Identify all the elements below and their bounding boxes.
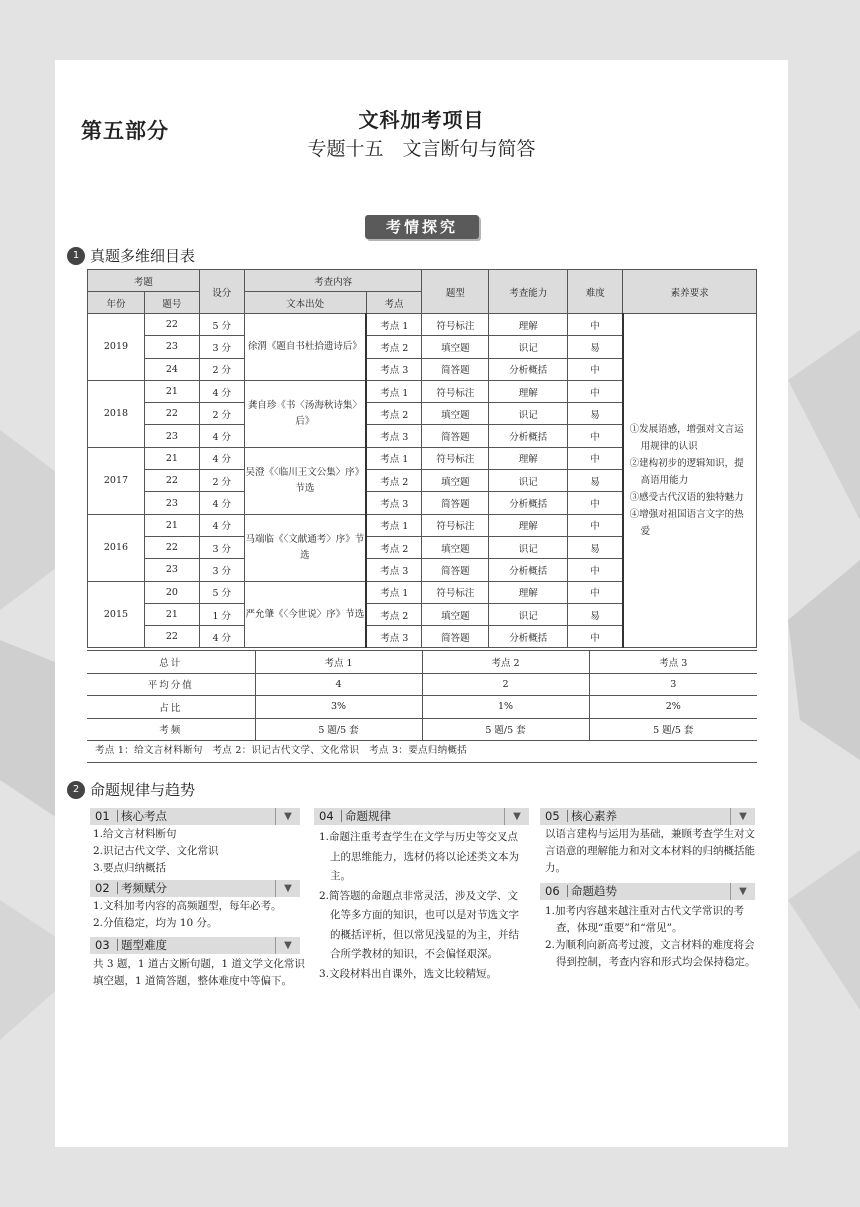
- qnum-cell: 22: [144, 536, 199, 558]
- difficulty-cell: 中: [568, 514, 623, 536]
- qnum-cell: 23: [144, 559, 199, 581]
- difficulty-cell: 易: [568, 336, 623, 358]
- card-number: 03: [95, 938, 110, 952]
- footnote: 考点 1：给文言材料断句 考点 2：识记古代文学、文化常识 考点 3：要点归纳概括: [95, 745, 467, 756]
- card-title: 命题规律: [345, 809, 391, 823]
- difficulty-cell: 中: [568, 581, 623, 603]
- card-03-header: [90, 937, 300, 954]
- summary-value: 考点 2: [422, 651, 589, 674]
- literacy-item: ①发展语感，增强对文言运用规律的认识: [629, 424, 744, 453]
- divider: [117, 939, 118, 951]
- year-cell: 2018: [88, 380, 145, 447]
- type-cell: 符号标注: [422, 447, 489, 469]
- divider: [567, 885, 568, 897]
- ability-cell: 理解: [489, 380, 568, 402]
- card-02-body: [93, 898, 305, 932]
- point-cell: 考点 1: [366, 514, 422, 536]
- summary-row: [87, 696, 757, 719]
- divider: [87, 762, 757, 763]
- literacy-cell: [623, 314, 757, 648]
- list-item: 3.文段材料出自课外，选文比较精短。: [319, 967, 498, 980]
- qnum-cell: 22: [144, 314, 199, 336]
- qnum-cell: 24: [144, 358, 199, 380]
- card-title: 命题趋势: [571, 884, 617, 898]
- ability-cell: 分析概括: [489, 626, 568, 648]
- point-cell: 考点 2: [366, 536, 422, 558]
- card-number: 05: [545, 809, 560, 823]
- score-cell: 3 分: [199, 536, 244, 558]
- summary-value: 5 题/5 套: [422, 718, 589, 741]
- header-point: 考点: [366, 292, 422, 314]
- ability-cell: 理解: [489, 314, 568, 336]
- header-qnum: 题号: [144, 292, 199, 314]
- part-label: 第五部分: [81, 119, 169, 143]
- source-cell: 马端临《〈文献通考〉序》节选: [244, 514, 366, 581]
- header-source: 文本出处: [244, 292, 366, 314]
- summary-value: 5 题/5 套: [255, 718, 422, 741]
- literacy-item: ②建构初步的逻辑知识，提高语用能力: [629, 458, 744, 487]
- card-number: 06: [545, 884, 560, 898]
- literacy-item: ③感受古代汉语的独特魅力: [629, 492, 744, 504]
- list-item: 2.分值稳定，均为 10 分。: [93, 917, 218, 929]
- chevron-down-icon: ▼: [730, 808, 755, 825]
- card-01-body: [93, 826, 303, 877]
- card-05-header: [540, 808, 755, 825]
- score-cell: 3 分: [199, 559, 244, 581]
- score-cell: 3 分: [199, 336, 244, 358]
- section-title: 命题规律与趋势: [90, 781, 196, 799]
- header-type: 题型: [422, 270, 489, 314]
- summary-label: 占比: [87, 696, 255, 719]
- type-cell: 填空题: [422, 603, 489, 625]
- summary-label: 平均分值: [87, 673, 255, 696]
- point-cell: 考点 3: [366, 492, 422, 514]
- summary-body: [87, 651, 757, 741]
- score-cell: 2 分: [199, 470, 244, 492]
- source-cell: 徐渭《题自书杜拾遗诗后》: [244, 314, 366, 381]
- year-cell: 2015: [88, 581, 145, 648]
- card-02-header: [90, 880, 300, 897]
- document-page: [55, 60, 788, 1147]
- score-cell: 5 分: [199, 581, 244, 603]
- card-06-header: [540, 883, 755, 900]
- score-cell: 2 分: [199, 358, 244, 380]
- list-item: 2.识记古代文学、文化常识: [93, 845, 219, 857]
- literacy-item: ④增强对祖国语言文字的热爱: [629, 509, 744, 538]
- difficulty-cell: 易: [568, 470, 623, 492]
- point-cell: 考点 2: [366, 603, 422, 625]
- difficulty-cell: 中: [568, 425, 623, 447]
- summary-label: 考频: [87, 718, 255, 741]
- ability-cell: 识记: [489, 336, 568, 358]
- header-ability: 考查能力: [489, 270, 568, 314]
- card-title: 核心素养: [571, 809, 617, 823]
- qnum-cell: 21: [144, 514, 199, 536]
- card-04-body: [319, 828, 527, 984]
- page-subtitle: 专题十五 文言断句与简答: [307, 138, 536, 160]
- score-cell: 2 分: [199, 403, 244, 425]
- qnum-cell: 21: [144, 447, 199, 469]
- type-cell: 符号标注: [422, 380, 489, 402]
- card-04-header: [314, 808, 529, 825]
- card-title: 题型难度: [121, 938, 167, 952]
- ability-cell: 识记: [489, 470, 568, 492]
- point-cell: 考点 3: [366, 626, 422, 648]
- point-cell: 考点 1: [366, 447, 422, 469]
- qnum-cell: 23: [144, 492, 199, 514]
- score-cell: 5 分: [199, 314, 244, 336]
- type-cell: 简答题: [422, 425, 489, 447]
- difficulty-cell: 易: [568, 536, 623, 558]
- section-badge: 考情探究: [365, 215, 479, 239]
- point-cell: 考点 2: [366, 403, 422, 425]
- point-cell: 考点 3: [366, 425, 422, 447]
- list-item: 1.加考内容越来越注重对古代文学常识的考查，体现“重要”和“常见”。: [545, 905, 745, 934]
- type-cell: 填空题: [422, 336, 489, 358]
- score-cell: 4 分: [199, 425, 244, 447]
- summary-value: 4: [255, 673, 422, 696]
- list-item: 1.文科加考内容的高频题型，每年必考。: [93, 900, 282, 912]
- ability-cell: 分析概括: [489, 559, 568, 581]
- card-number: 04: [319, 809, 334, 823]
- type-cell: 简答题: [422, 492, 489, 514]
- card-number: 02: [95, 881, 110, 895]
- header-literacy: 素养要求: [623, 270, 757, 314]
- ability-cell: 分析概括: [489, 492, 568, 514]
- divider: [117, 810, 118, 822]
- card-06-body: [545, 903, 757, 971]
- point-cell: 考点 2: [366, 470, 422, 492]
- ability-cell: 理解: [489, 447, 568, 469]
- divider: [567, 810, 568, 822]
- point-cell: 考点 1: [366, 581, 422, 603]
- ability-cell: 理解: [489, 514, 568, 536]
- qnum-cell: 23: [144, 425, 199, 447]
- summary-row: [87, 718, 757, 741]
- point-cell: 考点 1: [366, 314, 422, 336]
- difficulty-cell: 易: [568, 403, 623, 425]
- type-cell: 简答题: [422, 626, 489, 648]
- table-row: [88, 314, 757, 336]
- type-cell: 填空题: [422, 403, 489, 425]
- list-item: 2.简答题的命题点非常灵活，涉及文学、文化等多方面的知识，也可以是对节选文字的概括评析，但以常见浅显的为主，并结合所学教材的知识，不会偏怪艰深。: [319, 889, 519, 960]
- exam-detail-table: [87, 269, 757, 648]
- card-05-body: 以语言建构与运用为基础，兼顾考查学生对文言语意的理解能力和对文本材料的归纳概括能力。: [545, 828, 755, 874]
- difficulty-cell: 中: [568, 447, 623, 469]
- card-title: 核心考点: [121, 809, 167, 823]
- point-cell: 考点 2: [366, 336, 422, 358]
- summary-row: [87, 651, 757, 674]
- summary-value: 2: [422, 673, 589, 696]
- section-heading-1: [67, 246, 195, 266]
- chevron-down-icon: ▼: [730, 883, 755, 900]
- list-item: 3.要点归纳概括: [93, 862, 167, 874]
- qnum-cell: 20: [144, 581, 199, 603]
- ability-cell: 理解: [489, 581, 568, 603]
- source-cell: 严允肇《〈今世说〉序》节选: [244, 581, 366, 648]
- score-cell: 4 分: [199, 380, 244, 402]
- source-cell: 龚自珍《书〈汤海秋诗集〉后》: [244, 380, 366, 447]
- section-title: 真题多维细目表: [90, 247, 196, 265]
- year-cell: 2016: [88, 514, 145, 581]
- type-cell: 符号标注: [422, 581, 489, 603]
- score-cell: 4 分: [199, 447, 244, 469]
- chevron-down-icon: ▼: [275, 880, 300, 897]
- chevron-down-icon: ▼: [275, 937, 300, 954]
- chevron-down-icon: ▼: [275, 808, 300, 825]
- point-cell: 考点 3: [366, 358, 422, 380]
- summary-value: 3: [589, 673, 757, 696]
- header-score: 设分: [199, 270, 244, 314]
- source-cell: 吴澄《〈临川王文公集〉序》节选: [244, 447, 366, 514]
- point-cell: 考点 1: [366, 380, 422, 402]
- summary-label: 总计: [87, 651, 255, 674]
- card-01-header: [90, 808, 300, 825]
- difficulty-cell: 中: [568, 492, 623, 514]
- difficulty-cell: 中: [568, 559, 623, 581]
- score-cell: 4 分: [199, 514, 244, 536]
- header-difficulty: 难度: [568, 270, 623, 314]
- score-cell: 1 分: [199, 603, 244, 625]
- summary-value: 考点 1: [255, 651, 422, 674]
- list-item: 1.命题注重考查学生在文学与历史等交叉点上的思维能力，选材仍将以论述类文本为主。: [319, 831, 519, 882]
- qnum-cell: 21: [144, 603, 199, 625]
- card-title: 考频赋分: [121, 881, 167, 895]
- score-cell: 4 分: [199, 626, 244, 648]
- year-cell: 2019: [88, 314, 145, 381]
- type-cell: 填空题: [422, 536, 489, 558]
- score-cell: 4 分: [199, 492, 244, 514]
- ability-cell: 识记: [489, 603, 568, 625]
- header-content: 考查内容: [244, 270, 422, 292]
- card-03-body: 共 3 题，1 道古文断句题，1 道文学文化常识填空题，1 道简答题，整体难度中等偏下。: [93, 958, 305, 987]
- type-cell: 简答题: [422, 358, 489, 380]
- type-cell: 填空题: [422, 470, 489, 492]
- summary-value: 3%: [255, 696, 422, 719]
- type-cell: 符号标注: [422, 514, 489, 536]
- qnum-cell: 22: [144, 626, 199, 648]
- page-title: 文科加考项目: [358, 108, 485, 132]
- header-year: 年份: [88, 292, 145, 314]
- qnum-cell: 22: [144, 470, 199, 492]
- summary-row: [87, 673, 757, 696]
- section-number-icon: 2: [67, 781, 85, 799]
- divider: [341, 810, 342, 822]
- summary-value: 1%: [422, 696, 589, 719]
- difficulty-cell: 中: [568, 626, 623, 648]
- table-body: [88, 314, 757, 648]
- ability-cell: 识记: [489, 403, 568, 425]
- summary-value: 5 题/5 套: [589, 718, 757, 741]
- ability-cell: 识记: [489, 536, 568, 558]
- header-exam: 考题: [88, 270, 200, 292]
- summary-value: 2%: [589, 696, 757, 719]
- divider: [117, 882, 118, 894]
- point-cell: 考点 3: [366, 559, 422, 581]
- list-item: 1.给文言材料断句: [93, 828, 177, 840]
- card-number: 01: [95, 809, 110, 823]
- qnum-cell: 22: [144, 403, 199, 425]
- summary-value: 考点 3: [589, 651, 757, 674]
- list-item: 2.为顺利向新高考过渡，文言材料的难度将会得到控制，考查内容和形式均会保持稳定。: [545, 939, 756, 968]
- qnum-cell: 21: [144, 380, 199, 402]
- difficulty-cell: 中: [568, 314, 623, 336]
- difficulty-cell: 易: [568, 603, 623, 625]
- type-cell: 符号标注: [422, 314, 489, 336]
- type-cell: 简答题: [422, 559, 489, 581]
- qnum-cell: 23: [144, 336, 199, 358]
- ability-cell: 分析概括: [489, 425, 568, 447]
- year-cell: 2017: [88, 447, 145, 514]
- difficulty-cell: 中: [568, 380, 623, 402]
- difficulty-cell: 中: [568, 358, 623, 380]
- section-heading-2: [67, 780, 195, 800]
- chevron-down-icon: ▼: [504, 808, 529, 825]
- summary-table: [87, 650, 757, 741]
- section-number-icon: 1: [67, 247, 85, 265]
- ability-cell: 分析概括: [489, 358, 568, 380]
